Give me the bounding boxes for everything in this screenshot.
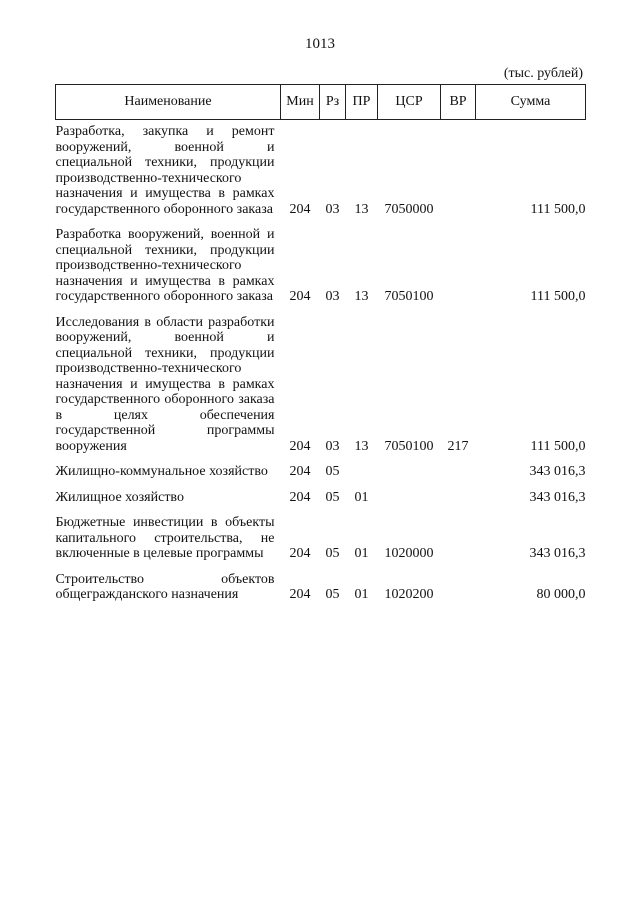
row-min: 204 [289,587,311,602]
row-min: 204 [289,438,311,454]
budget-table [55,84,586,609]
row-vr [441,511,476,568]
row-pr: 01 [354,546,369,561]
row-vr [441,568,476,609]
row-name: Разработка вооружений, военной и специальной техники, продукции производственно-технического назначения и имущества в рамках государственного оборонного заказа [55,227,275,304]
header-sum: Сумма [476,85,586,120]
page-number: 1013 [305,36,335,52]
header-min: Мин [281,85,320,120]
row-vr [441,223,476,311]
row-min: 204 [289,289,311,304]
row-csr [378,460,441,486]
row-rz: 03 [325,438,340,454]
table-row [56,460,586,486]
row-csr: 7050100 [384,438,434,454]
row-csr: 7050000 [384,201,434,217]
row-pr: 13 [354,438,369,454]
row-min: 204 [289,546,311,561]
row-csr: 7050100 [384,289,434,304]
units-label: (тыс. рублей) [503,66,583,81]
row-pr: 13 [354,201,369,217]
header-rz: Рз [320,85,346,120]
row-name: Бюджетные инвестиции в объекты капитального строительства, не включенные в целевые программы [55,515,275,561]
row-sum: 343 016,3 [529,464,586,479]
row-rz: 05 [325,464,340,479]
row-sum: 111 500,0 [530,289,586,304]
row-min: 204 [289,201,311,217]
row-pr: 13 [354,289,369,304]
row-rz: 05 [325,489,340,505]
header-pr: ПР [346,85,378,120]
row-sum: 343 016,3 [529,489,586,505]
row-sum: 80 000,0 [536,587,586,602]
row-name: Строительство объектов общегражданского назначения [55,571,275,602]
row-rz: 03 [325,289,340,304]
row-rz: 03 [325,201,340,217]
row-vr [441,486,476,512]
header-vr: ВР [441,85,476,120]
row-name: Жилищно-коммунальное хозяйство [55,464,268,479]
row-rz: 05 [325,546,340,561]
row-vr: 217 [447,438,469,454]
row-min: 204 [289,464,311,479]
row-pr: 01 [354,587,369,602]
row-name: Разработка, закупка и ремонт вооружений, военной и специальной техники, продукции производственно-технического назначения и имущества в рамках государственного оборонного заказа [55,124,275,217]
row-sum: 111 500,0 [530,438,586,454]
row-name: Исследования в области разработки вооружений, военной и специальной техники, продукции производственно-технического назначения и имущества в рамках государственного оборонного заказа в целях обеспечения государственной программы вооружения [55,314,275,454]
table-row [56,223,586,311]
header-csr: ЦСР [378,85,441,120]
row-sum: 111 500,0 [530,201,586,217]
row-vr [441,120,476,224]
header-name: Наименование [56,85,281,120]
table-row [56,120,586,224]
row-pr [346,460,378,486]
table-row [56,486,586,512]
table-row [56,568,586,609]
row-min: 204 [289,489,311,505]
row-rz: 05 [325,587,340,602]
row-csr [378,486,441,512]
row-name: Жилищное хозяйство [55,489,184,505]
header-row [56,85,586,120]
row-vr [441,460,476,486]
table-row [56,311,586,461]
row-sum: 343 016,3 [529,546,586,561]
table-row [56,511,586,568]
row-pr: 01 [354,489,369,505]
row-csr: 1020000 [384,546,434,561]
row-csr: 1020200 [384,587,434,602]
